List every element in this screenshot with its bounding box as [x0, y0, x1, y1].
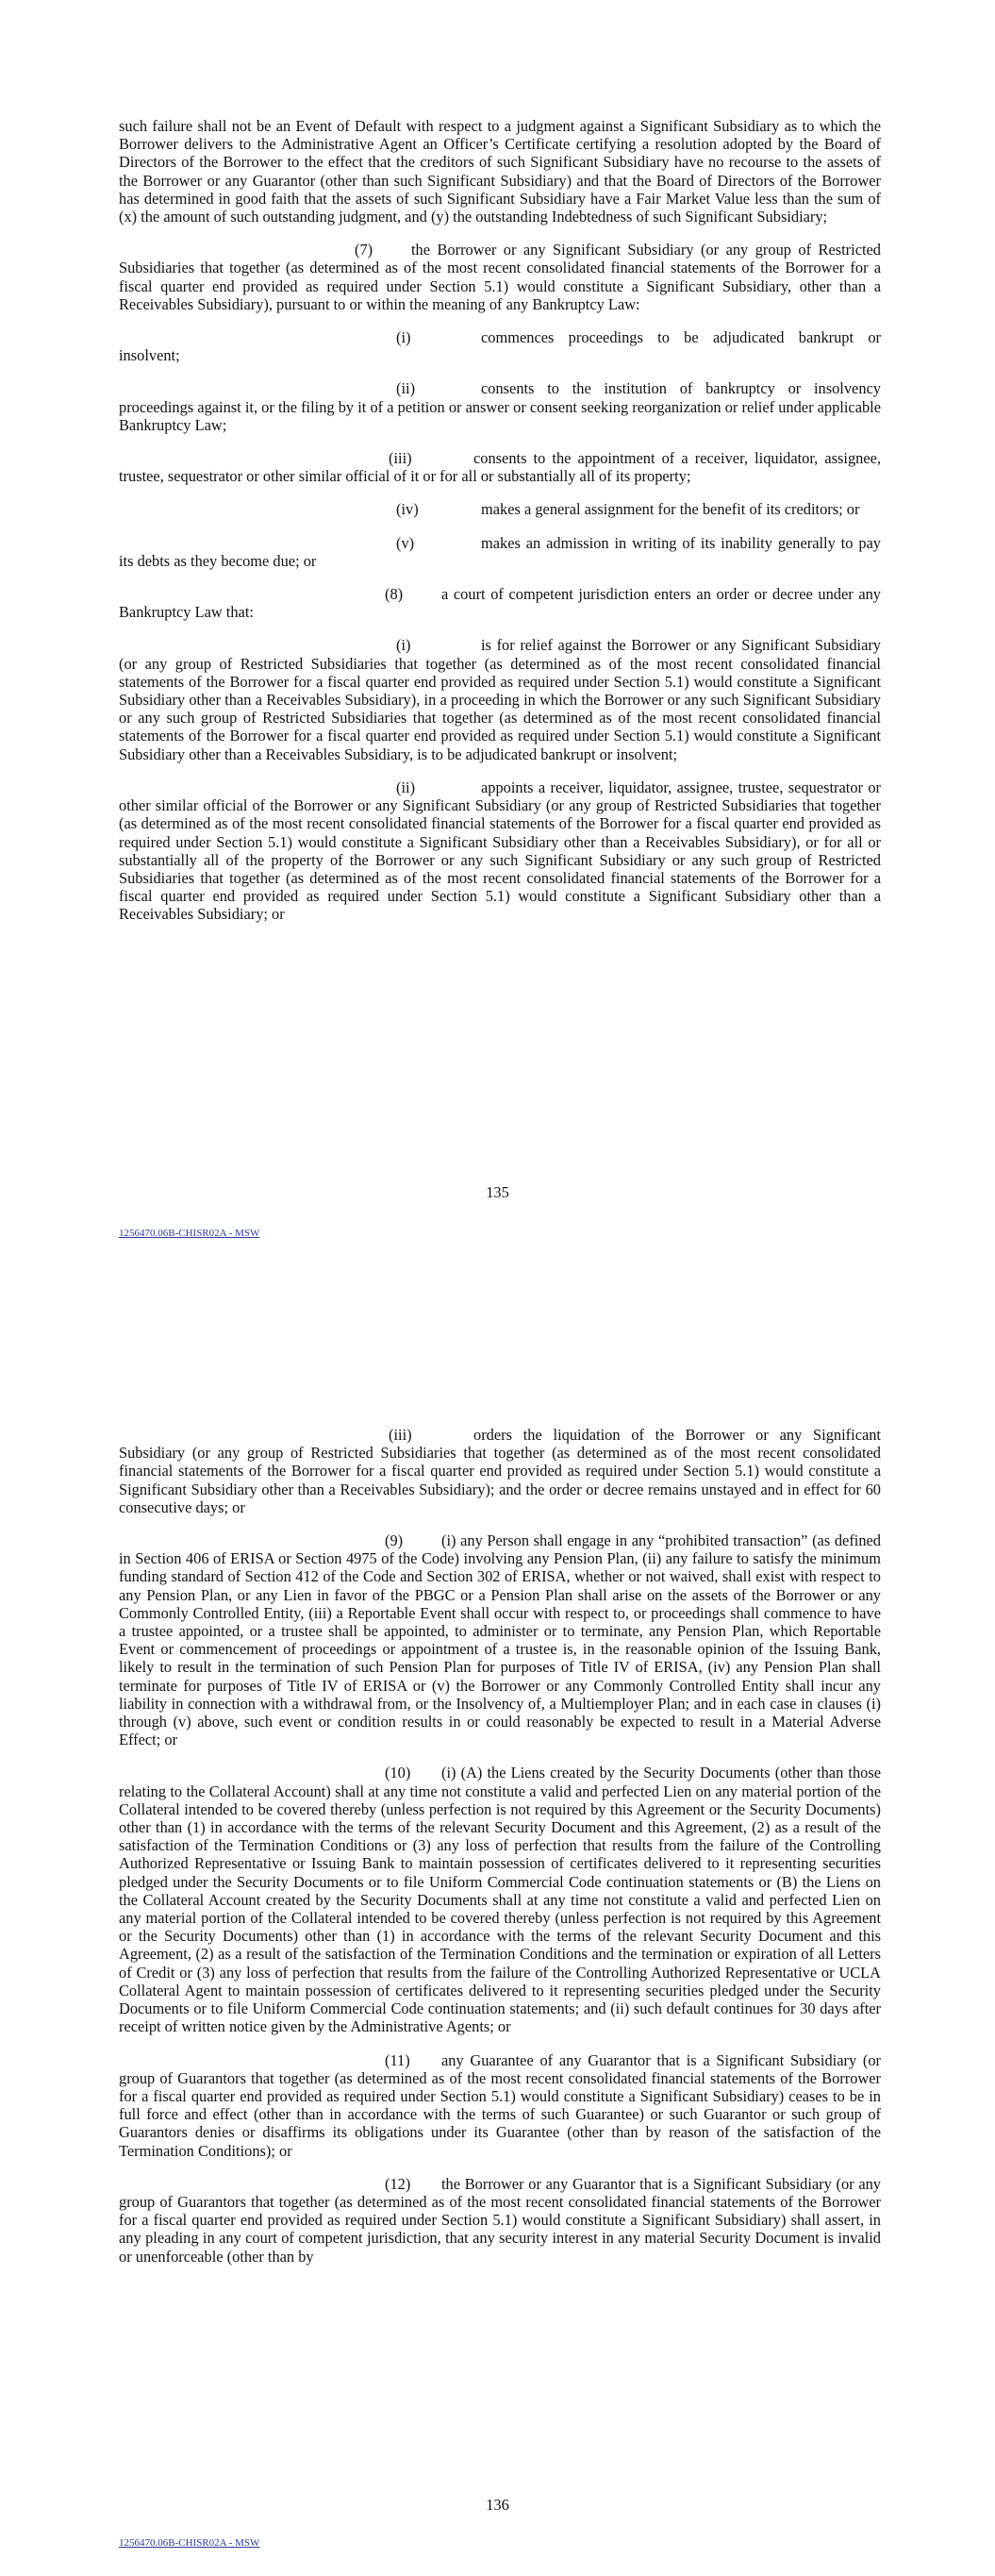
clause-text: is for relief against the Borrower or any Significant Subsidiary (or any group of Restricted Subsidiaries that together (as determined as of the most recent consolidated financial statements of the Borrower for a fiscal quarter end provided as required under Section 5.1) would constitute a Significant Subsidiary other than a Receivables Subsidiary), in a proceeding in which the Borrower or any such Significant Subsidiary or any such group of Restricted Subsidiaries that together (as determined as of the most recent consolidated financial statements of the Borrower for a fiscal quarter end provided as required under Section 5.1) would constitute a Significant Subsidiary other than a Receivables Subsidiary, is to be adjudicated bankrupt or insolvent;	[119, 636, 881, 763]
clause-number: (iii)	[389, 449, 412, 468]
clause-text: appoints a receiver, liquidator, assignee, trustee, sequestrator or other similar official of the Borrower or any Significant Subsidiary (or any group of Restricted Subsidiaries that together (as determined as of the most recent consolidated financial statements of the Borrower for a fiscal quarter end provided as required under Section 5.1) would constitute a Significant Subsidiary other than a Receivables Subsidiary), or for all or substantially all of the property of the Borrower or any such Significant Subsidiary or any such group of Restricted Subsidiaries that together (as determined as of the most recent consolidated financial statements of the Borrower for a fiscal quarter end provided as required under Section 5.1) would constitute a Significant Subsidiary other than a Receivables Subsidiary; or	[119, 778, 881, 924]
clause-11	[119, 2051, 881, 2160]
document-id-footer-link[interactable]: 1256470.06B-CHISR02A - MSW	[119, 2537, 260, 2549]
page-body	[119, 1426, 881, 2281]
clause-8	[119, 585, 881, 621]
subclause-7-iv	[119, 500, 881, 518]
clause-text: orders the liquidation of the Borrower or any Significant Subsidiary (or any group of Restricted Subsidiaries that together (as determined as of the most recent consolidated financial statements of the Borrower for a fiscal quarter end provided as required under Section 5.1) would constitute a Significant Subsidiary other than a Receivables Subsidiary); and the order or decree remains unstayed and in effect for 60 consecutive days; or	[119, 1426, 881, 1516]
subclause-8-iii	[119, 1426, 881, 1516]
clause-text: makes a general assignment for the benefit of its creditors; or	[481, 500, 860, 519]
clause-7	[119, 241, 881, 313]
subclause-7-ii	[119, 379, 881, 434]
clause-text: consents to the institution of bankruptcy or insolvency proceedings against it, or the filing by it of a petition or answer or consent seeking reorganization or relief under applicable Bankruptcy Law;	[119, 379, 881, 434]
page-number: 136	[486, 2496, 509, 2514]
clause-number: (i)	[396, 328, 411, 347]
clause-text: (i) any Person shall engage in any “prohibited transaction” (as defined in Section 406 of ERISA or Section 4975 of the Code) involving any Pension Plan, (ii) any failure to satisfy the minimum funding standard of Section 412 of the Code and Section 302 of ERISA, whether or not waived, shall exist with respect to any Pension Plan, or any Lien in favor of the PBGC or a Pension Plan shall arise on the assets of the Borrower or any Commonly Controlled Entity, (iii) a Reportable Event shall occur with respect to, or proceedings shall commence to have a trustee appointed, or a trustee shall be appointed, to administer or to terminate, any Pension Plan, which Reportable Event or commencement of proceedings or appointment of a trustee is, in the reasonable opinion of the Issuing Bank, likely to result in the termination of such Pension Plan for purposes of Title IV of ERISA, (iv) any Pension Plan shall terminate for purposes of Title IV of ERISA or (v) the Borrower or any Commonly Controlled Entity shall incur any liability in connection with a withdrawal from, or the Insolvency of, a Multiemployer Plan; and in each case in clauses (i) through (v) above, such event or condition results in or could reasonably be expected to result in a Material Adverse Effect; or	[119, 1531, 881, 1749]
subclause-7-iii	[119, 449, 881, 485]
clause-number: (i)	[396, 636, 411, 655]
page-number: 135	[486, 1183, 509, 1201]
clause-text: (i) (A) the Liens created by the Security Documents (other than those relating to the Collateral Account) shall at any time not constitute a valid and perfected Lien on any material portion of the Collateral intended to be covered thereby (unless perfection is not required by this Agreement or the Security Documents) other than (1) in accordance with the terms of the relevant Security Document and this Agreement, (2) as a result of the satisfaction of the Termination Conditions or (3) any loss of perfection that results from the failure of the Controlling Authorized Representative or Issuing Bank to maintain possession of certificates delivered to it representing securities pledged under the Security Documents or to file Uniform Commercial Code continuation statements or (B) the Liens on the Collateral Account created by the Security Documents shall at any time not constitute a valid and perfected Lien on any material portion of the Collateral intended to be covered thereby (unless perfection is not required by this Agreement or the Security Documents) other than (1) in accordance with the terms of the relevant Security Document and this Agreement, (2) as a result of the satisfaction of the Termination Conditions and the termination or expiration of all Letters of Credit or (3) any loss of perfection that results from the failure of the Controlling Authorized Representative or UCLA Collateral Agent to maintain possession of certificates delivered to it representing securities pledged under the Security Documents or to file Uniform Commercial Code continuation statements; and (ii) such default continues for 30 days after receipt of written notice given by the Administrative Agents; or	[119, 1764, 881, 2036]
clause-9	[119, 1531, 881, 1748]
clause-number: (12)	[385, 2174, 411, 2193]
clause-10	[119, 1764, 881, 2035]
clause-number: (7)	[355, 241, 373, 259]
clause-text: the Borrower or any Guarantor that is a Significant Subsidiary (or any group of Guarantors that together (as determined as of the most recent consolidated financial statements of the Borrower for a fiscal quarter end provided as required under Section 5.1) would constitute a Significant Subsidiary) shall assert, in any pleading in any court of competent jurisdiction, that any security interest in any material Security Document is invalid or unenforceable (other than by	[119, 2174, 881, 2266]
clause-text: any Guarantee of any Guarantor that is a Significant Subsidiary (or group of Guarantors that together (as determined as of the most recent consolidated financial statements of the Borrower for a fiscal quarter end provided as required under Section 5.1) would constitute a Significant Subsidiary) ceases to be in full force and effect (other than in accordance with the terms of such Guarantee) or such Guarantor or such group of Guarantors denies or disaffirms its obligations under its Guarantee (other than by reason of the satisfaction of the Termination Conditions); or	[119, 2050, 881, 2160]
clause-text: consents to the appointment of a receiver, liquidator, assignee, trustee, sequestrator or other similar official of it or for all or substantially all of its property;	[119, 449, 881, 486]
page-body	[119, 117, 881, 939]
subclause-7-i	[119, 328, 881, 364]
clause-number: (iv)	[396, 500, 419, 519]
clause-text: commences proceedings to be adjudicated bankrupt or insolvent;	[119, 328, 881, 365]
subclause-7-v	[119, 534, 881, 570]
subclause-8-ii	[119, 778, 881, 924]
clause-number: (ii)	[396, 379, 416, 398]
clause-number: (10)	[385, 1764, 411, 1782]
clause-text: a court of competent jurisdiction enters an order or decree under any Bankruptcy Law that:	[119, 585, 881, 622]
clause-number: (9)	[385, 1531, 404, 1550]
clause-text: makes an admission in writing of its inability generally to pay its debts as they become due; or	[119, 533, 881, 570]
subclause-8-i	[119, 636, 881, 762]
clause-text: the Borrower or any Significant Subsidiary (or any group of Restricted Subsidiaries that together (as determined as of the most recent consolidated financial statements of the Borrower for a fiscal quarter end provided as required under Section 5.1) would constitute a Significant Subsidiary, other than a Receivables Subsidiary), pursuant to or within the meaning of any Bankruptcy Law:	[119, 241, 881, 313]
clause-number: (ii)	[396, 778, 416, 796]
clause-12	[119, 2175, 881, 2266]
page-136	[0, 1288, 995, 2576]
clause-number: (11)	[385, 2050, 410, 2069]
document-id-footer-link[interactable]: 1256470.06B-CHISR02A - MSW	[119, 1228, 260, 1239]
clause-number: (iii)	[389, 1426, 412, 1444]
paragraph-judgment-exception: such failure shall not be an Event of Default with respect to a judgment against a Significant Subsidiary as to which the Borrower delivers to the Administrative Agent an Officer’s Certificate certifying a resolution adopted by the Board of Directors of the Borrower to the effect that the creditors of such Significant Subsidiary have no recourse to the assets of the Borrower or any Guarantor (other than such Significant Subsidiary) and that the Board of Directors of the Borrower has determined in good faith that the assets of such Significant Subsidiary have a Fair Market Value less than the sum of (x) the amount of such outstanding judgment, and (y) the outstanding Indebtedness of such Significant Subsidiary;	[119, 117, 881, 226]
clause-number: (8)	[385, 585, 404, 604]
clause-number: (v)	[396, 533, 415, 552]
